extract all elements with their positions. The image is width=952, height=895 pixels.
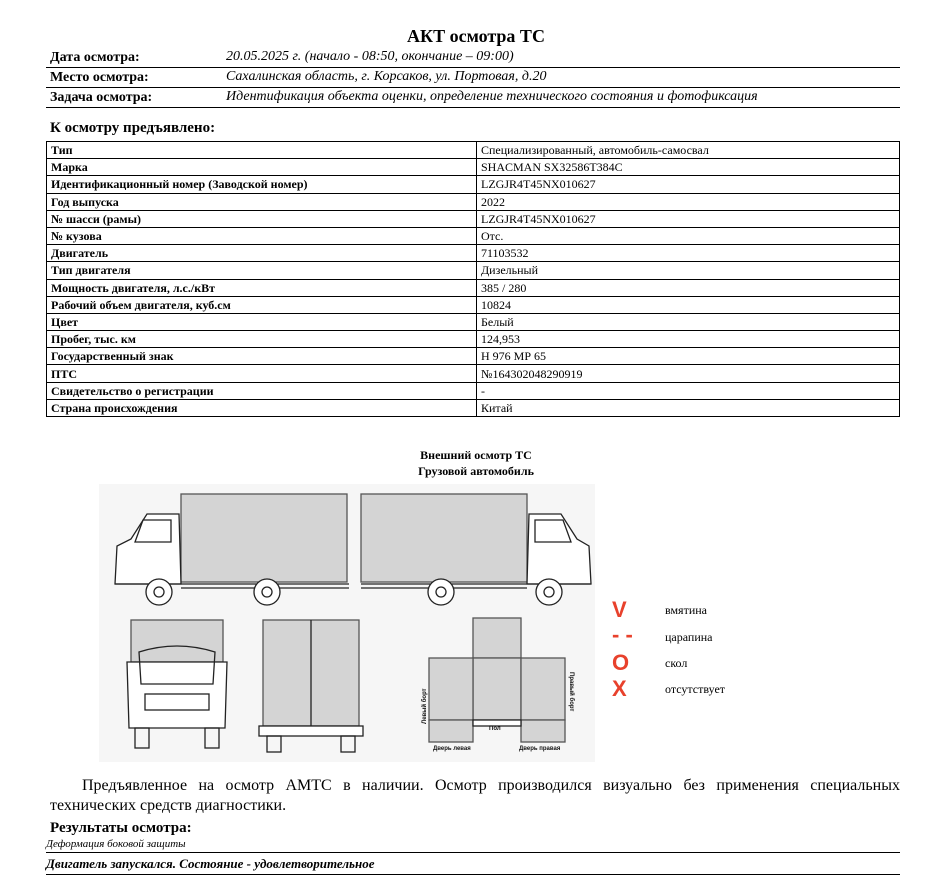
table-row bbox=[47, 227, 900, 244]
meta-row-place bbox=[46, 69, 900, 88]
spec-key: Государственный знак bbox=[47, 348, 477, 365]
meta-value: Идентификация объекта оценки, определение технического состояния и фотофиксация bbox=[226, 89, 758, 104]
table-row bbox=[47, 159, 900, 176]
spec-value: Дизельный bbox=[477, 262, 900, 279]
exterior-subtitle: Грузовой автомобиль bbox=[418, 464, 534, 478]
spec-value: - bbox=[477, 382, 900, 399]
result-line: Двигатель запускался. Состояние - удовлетворительное bbox=[46, 856, 900, 875]
spec-key: Рабочий объем двигателя, куб.см bbox=[47, 296, 477, 313]
meta-label: Дата осмотра: bbox=[50, 50, 140, 65]
spec-value: №164302048290919 bbox=[477, 365, 900, 382]
meta-label: Задача осмотра: bbox=[50, 90, 153, 105]
spec-key: № шасси (рамы) bbox=[47, 210, 477, 227]
spec-value: Отс. bbox=[477, 227, 900, 244]
table-row bbox=[47, 142, 900, 159]
legend-label: отсутствует bbox=[665, 682, 726, 696]
spec-value: Белый bbox=[477, 313, 900, 330]
chip-mark-icon: O bbox=[612, 650, 630, 675]
truck-diagram bbox=[99, 484, 595, 762]
results-heading: Результаты осмотра: bbox=[50, 820, 192, 836]
spec-key: Год выпуска bbox=[47, 193, 477, 210]
table-row bbox=[47, 193, 900, 210]
table-row bbox=[47, 279, 900, 296]
spec-value: 10824 bbox=[477, 296, 900, 313]
spec-key: ПТС bbox=[47, 365, 477, 382]
spec-value: 2022 bbox=[477, 193, 900, 210]
table-row bbox=[47, 365, 900, 382]
spec-key: Мощность двигателя, л.с./кВт bbox=[47, 279, 477, 296]
table-row bbox=[47, 245, 900, 262]
meta-row-date bbox=[46, 49, 900, 68]
spec-value: Китай bbox=[477, 399, 900, 416]
legend-label: царапина bbox=[665, 630, 713, 644]
spec-value: Специализированный, автомобиль-самосвал bbox=[477, 142, 900, 159]
spec-key: Идентификационный номер (Заводской номер) bbox=[47, 176, 477, 193]
spec-key: № кузова bbox=[47, 227, 477, 244]
spec-key: Тип двигателя bbox=[47, 262, 477, 279]
missing-mark-icon: X bbox=[612, 676, 627, 701]
spec-value: LZGJR4T45NX010627 bbox=[477, 176, 900, 193]
spec-key: Цвет bbox=[47, 313, 477, 330]
spec-value: 124,953 bbox=[477, 331, 900, 348]
label-door-right: Дверь правая bbox=[519, 746, 561, 752]
inspection-paragraph: Предъявленное на осмотр АМТС в наличии. Осмотр производился визуально без применения специальных технических средств диагностики. bbox=[50, 777, 900, 814]
spec-value: LZGJR4T45NX010627 bbox=[477, 210, 900, 227]
spec-key: Пробег, тыс. км bbox=[47, 331, 477, 348]
spec-key: Двигатель bbox=[47, 245, 477, 262]
table-row bbox=[47, 296, 900, 313]
legend-label: вмятина bbox=[665, 603, 707, 617]
spec-value: SHACMAN SX32586T384C bbox=[477, 159, 900, 176]
meta-value: Сахалинская область, г. Корсаков, ул. Портовая, д.20 bbox=[226, 69, 547, 84]
legend-label: скол bbox=[665, 656, 688, 670]
table-row bbox=[47, 331, 900, 348]
spec-key: Свидетельство о регистрации bbox=[47, 382, 477, 399]
presented-heading: К осмотру предъявлено: bbox=[50, 120, 216, 136]
table-row bbox=[47, 313, 900, 330]
result-line: Деформация боковой защиты bbox=[46, 838, 900, 853]
truck-diagram-svg bbox=[99, 484, 595, 762]
meta-label: Место осмотра: bbox=[50, 70, 149, 85]
spec-table bbox=[46, 141, 900, 417]
spec-value: 385 / 280 bbox=[477, 279, 900, 296]
table-row bbox=[47, 176, 900, 193]
spec-key: Страна происхождения bbox=[47, 399, 477, 416]
label-door-left: Дверь левая bbox=[433, 746, 471, 752]
label-right-side: Правый борт bbox=[568, 672, 574, 712]
table-row bbox=[47, 382, 900, 399]
label-floor: Пол bbox=[489, 726, 501, 732]
spec-key: Марка bbox=[47, 159, 477, 176]
dent-mark-icon: V bbox=[612, 597, 627, 622]
spec-value: Н 976 МР 65 bbox=[477, 348, 900, 365]
meta-row-task bbox=[46, 89, 900, 108]
spec-key: Тип bbox=[47, 142, 477, 159]
table-row bbox=[47, 348, 900, 365]
exterior-title: Внешний осмотр ТС bbox=[420, 448, 532, 462]
table-row bbox=[47, 210, 900, 227]
spec-value: 71103532 bbox=[477, 245, 900, 262]
document-title: АКТ осмотра ТС bbox=[407, 26, 545, 46]
meta-value: 20.05.2025 г. (начало - 08:50, окончание – 09:00) bbox=[226, 49, 514, 64]
scratch-mark-icon: - - bbox=[612, 622, 633, 647]
table-row bbox=[47, 262, 900, 279]
label-left-side: Левый борт bbox=[422, 688, 428, 724]
table-row bbox=[47, 399, 900, 416]
